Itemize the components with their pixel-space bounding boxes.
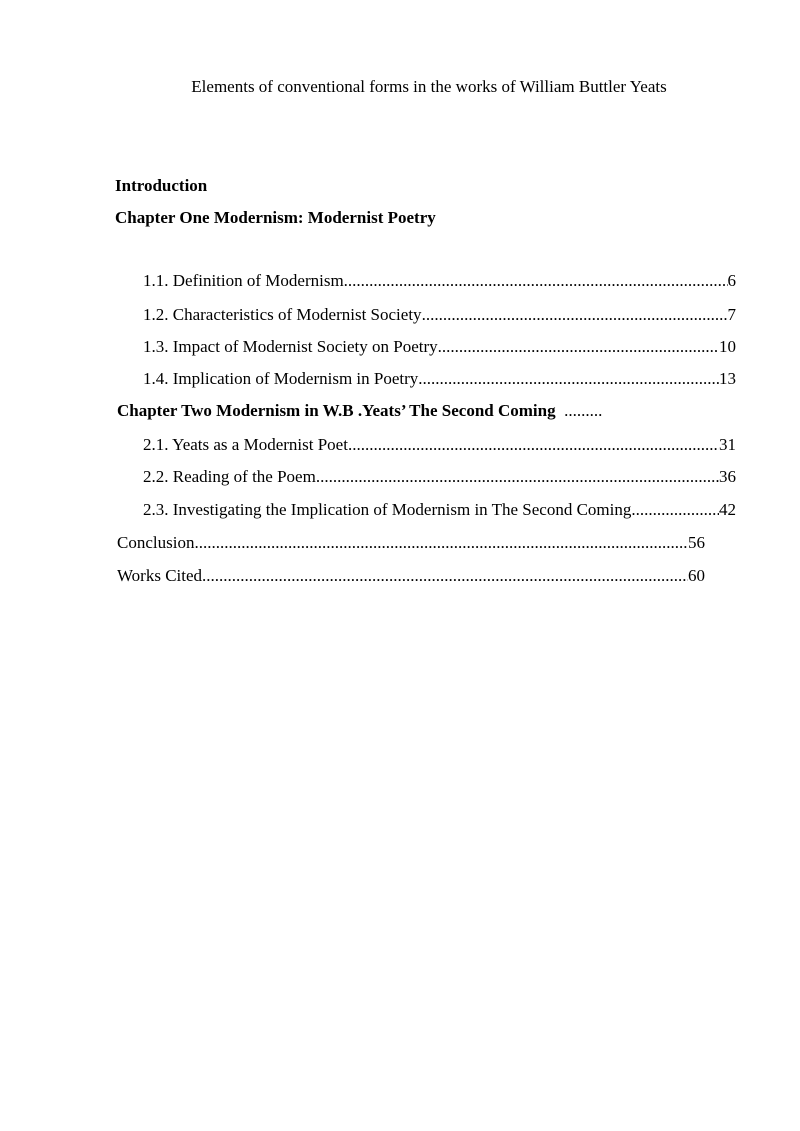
introduction-heading: Introduction <box>115 176 208 195</box>
toc-entry-label: 2.3. Investigating the Implication of Modernism in The Second Coming <box>143 500 632 519</box>
dot-leader <box>348 434 719 456</box>
dot-leader <box>422 304 728 326</box>
dot-leader <box>438 336 719 358</box>
toc-page-number: 13 <box>719 369 736 388</box>
chapter-two-title: Chapter Two Modernism in W.B .Yeats’ The Second Coming <box>117 401 556 420</box>
toc-entry-label: Works Cited <box>117 566 203 585</box>
dot-leader <box>316 466 719 488</box>
toc-entry-2-2 <box>143 466 736 488</box>
toc-page-number: 6 <box>727 271 736 290</box>
toc-page-number: 42 <box>719 500 736 519</box>
chapter-two-heading <box>117 400 602 422</box>
toc-page-number: 56 <box>688 533 705 552</box>
dot-leader <box>202 565 688 587</box>
document-title: Elements of conventional forms in the works of William Buttler Yeats <box>191 77 667 96</box>
toc-entry-1-2 <box>143 304 736 326</box>
dot-leader <box>418 368 719 390</box>
chapter-one-heading: Chapter One Modernism: Modernist Poetry <box>115 208 436 227</box>
toc-entry-1-3 <box>143 336 736 358</box>
toc-entry-2-3 <box>143 499 736 521</box>
chapter-two-leader: ......... <box>564 401 603 420</box>
toc-entry-label: 2.2. Reading of the Poem <box>143 467 316 486</box>
toc-entry-label: 1.3. Impact of Modernist Society on Poetry <box>143 337 438 356</box>
toc-entry-label: 1.4. Implication of Modernism in Poetry <box>143 369 419 388</box>
dot-leader <box>344 270 728 292</box>
toc-entry-2-1 <box>143 434 736 456</box>
toc-entry-label: 1.1. Definition of Modernism <box>143 271 344 290</box>
toc-entry-1-4 <box>143 368 736 390</box>
dot-leader <box>194 532 688 554</box>
toc-page-number: 10 <box>719 337 736 356</box>
toc-page-number: 36 <box>719 467 736 486</box>
dot-leader <box>631 499 719 521</box>
toc-entry-conclusion <box>117 532 705 554</box>
toc-entry-label: 1.2. Characteristics of Modernist Society <box>143 305 422 324</box>
toc-page-number: 31 <box>719 435 736 454</box>
toc-entry-label: Conclusion <box>117 533 195 552</box>
toc-entry-works-cited <box>117 565 705 587</box>
toc-page-number: 7 <box>727 305 736 324</box>
toc-page-number: 60 <box>688 566 705 585</box>
toc-entry-1-1 <box>143 270 736 292</box>
toc-entry-label: 2.1. Yeats as a Modernist Poet <box>143 435 348 454</box>
